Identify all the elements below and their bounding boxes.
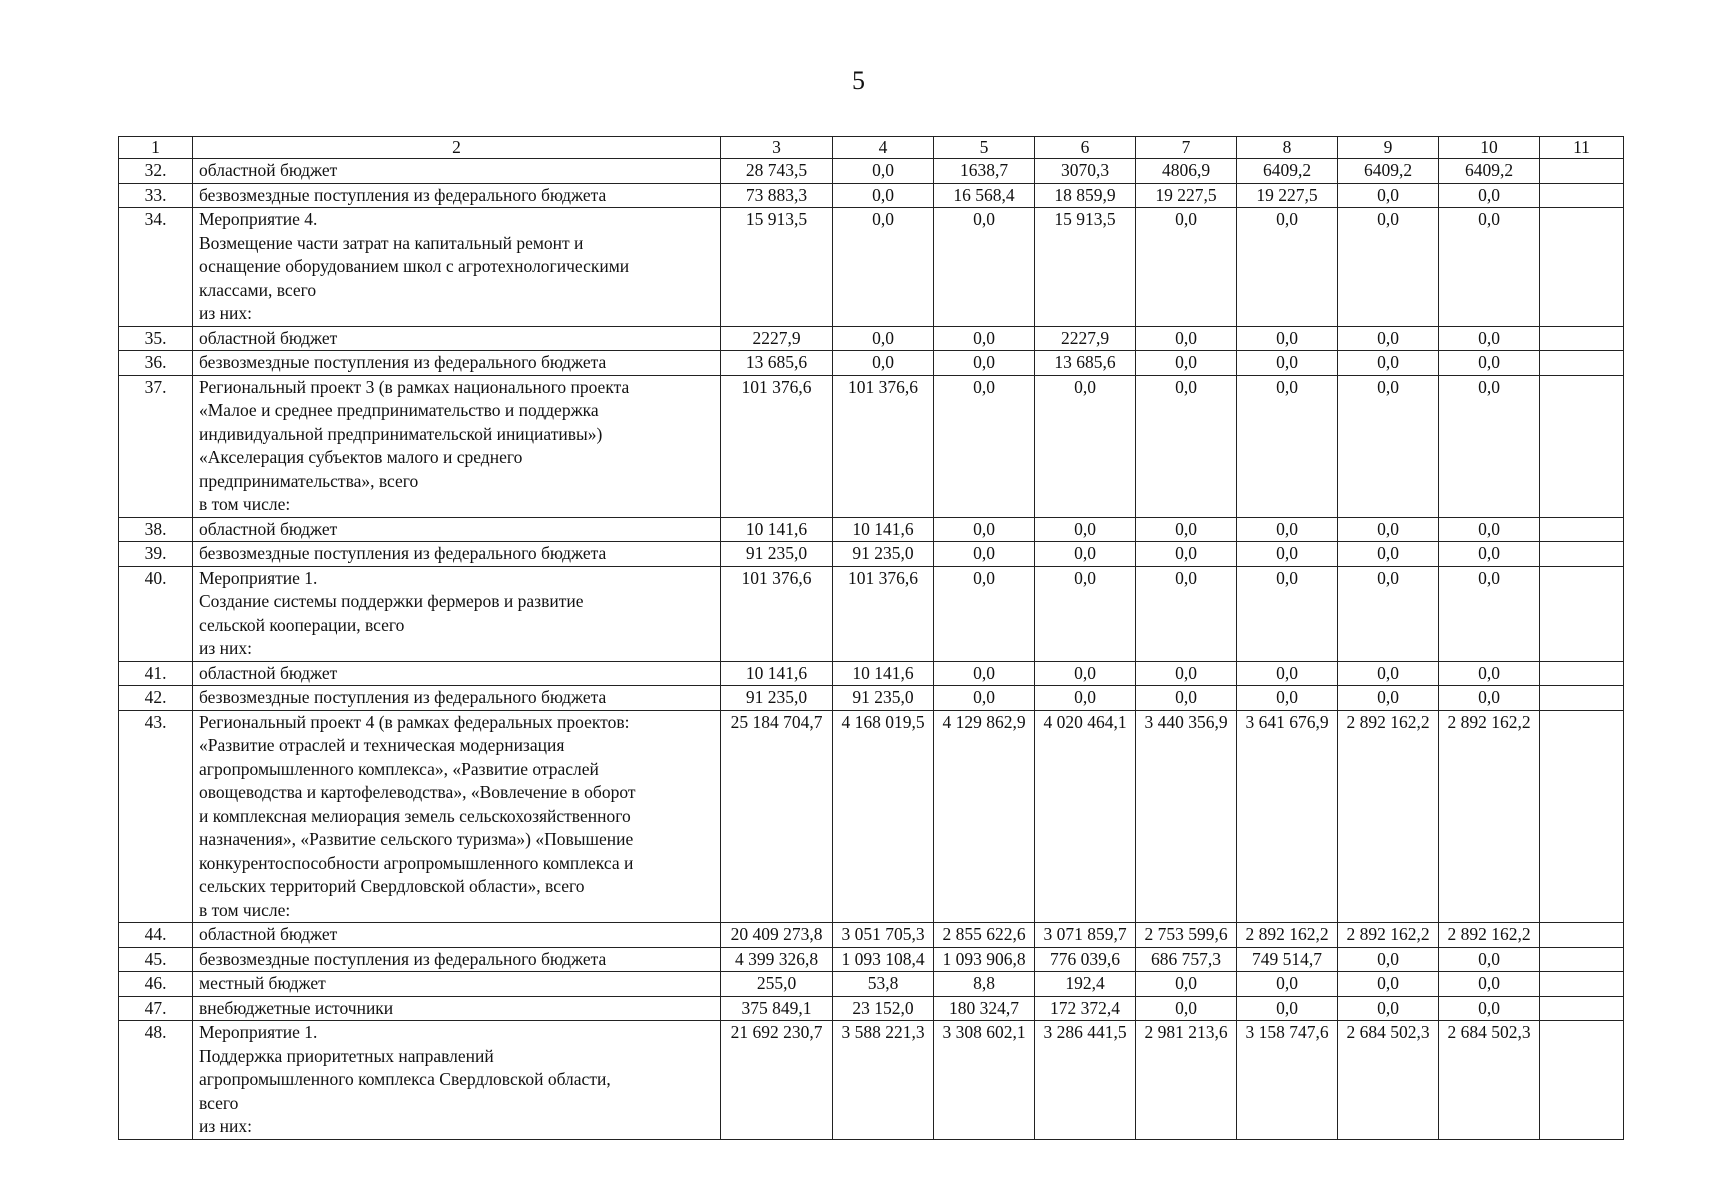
value-cell-col-6: 0,0 [1035,686,1136,711]
value-cell-col-5: 0,0 [934,517,1035,542]
value-cell-col-11 [1540,326,1624,351]
value-cell-col-10: 2 892 162,2 [1439,710,1540,923]
description-line: сельских территорий Свердловской области», всего [199,876,585,896]
value-cell-col-3: 91 235,0 [721,686,833,711]
row-number: 44. [119,923,193,948]
value-cell-col-5: 0,0 [934,208,1035,327]
value-cell-col-11 [1540,661,1624,686]
value-cell-col-10: 0,0 [1439,972,1540,997]
value-cell-col-8: 0,0 [1237,326,1338,351]
value-cell-col-3: 10 141,6 [721,517,833,542]
value-cell-col-6: 192,4 [1035,972,1136,997]
value-cell-col-4: 101 376,6 [833,375,934,517]
value-cell-col-7: 0,0 [1136,326,1237,351]
description-line: из них: [199,303,252,323]
table-row [119,159,1624,184]
value-cell-col-7: 0,0 [1136,351,1237,376]
value-cell-col-7: 2 753 599,6 [1136,923,1237,948]
description-line: из них: [199,1116,252,1136]
value-cell-col-9: 6409,2 [1338,159,1439,184]
description-line: Поддержка приоритетных направлений [199,1045,494,1066]
description-line: областной бюджет [199,327,338,348]
row-description [193,183,721,208]
table-row [119,710,1624,923]
value-cell-col-5: 3 308 602,1 [934,1021,1035,1140]
description-line: Мероприятие 1. [199,1022,318,1042]
value-cell-col-3: 25 184 704,7 [721,710,833,923]
row-number: 33. [119,183,193,208]
table-row [119,686,1624,711]
description-line: конкурентоспособности агропромышленного комплекса и [199,852,634,873]
value-cell-col-11 [1540,947,1624,972]
description-line: безвозмездные поступления из федерального бюджета [199,687,607,707]
header-cell-3: 3 [721,137,833,159]
value-cell-col-3: 91 235,0 [721,542,833,567]
value-cell-col-7: 686 757,3 [1136,947,1237,972]
value-cell-col-10: 0,0 [1439,542,1540,567]
value-cell-col-9: 0,0 [1338,517,1439,542]
row-description [193,326,721,351]
value-cell-col-5: 0,0 [934,661,1035,686]
value-cell-col-11 [1540,351,1624,376]
description-line: оснащение оборудованием школ с агротехнологическими [199,256,630,276]
row-number: 45. [119,947,193,972]
value-cell-col-4: 91 235,0 [833,542,934,567]
row-number: 48. [119,1021,193,1140]
value-cell-col-6: 0,0 [1035,517,1136,542]
value-cell-col-11 [1540,542,1624,567]
value-cell-col-5: 1638,7 [934,159,1035,184]
description-line: индивидуальной предпринимательской инициативы») [199,423,603,444]
description-line: предпринимательства», всего [199,470,419,491]
value-cell-col-4: 0,0 [833,183,934,208]
value-cell-col-10: 0,0 [1439,661,1540,686]
value-cell-col-8: 0,0 [1237,661,1338,686]
value-cell-col-10: 0,0 [1439,947,1540,972]
description-line: агропромышленного комплекса Свердловской области, [199,1069,611,1089]
value-cell-col-7: 0,0 [1136,996,1237,1021]
value-cell-col-9: 2 892 162,2 [1338,923,1439,948]
description-line: Возмещение части затрат на капитальный ремонт и [199,232,584,253]
row-number: 32. [119,159,193,184]
value-cell-col-6: 776 039,6 [1035,947,1136,972]
value-cell-col-4: 101 376,6 [833,566,934,661]
value-cell-col-10: 0,0 [1439,326,1540,351]
value-cell-col-9: 0,0 [1338,542,1439,567]
description-line: областной бюджет [199,662,338,683]
value-cell-col-3: 15 913,5 [721,208,833,327]
value-cell-col-5: 4 129 862,9 [934,710,1035,923]
value-cell-col-11 [1540,566,1624,661]
value-cell-col-6: 0,0 [1035,375,1136,517]
value-cell-col-3: 2227,9 [721,326,833,351]
value-cell-col-3: 101 376,6 [721,566,833,661]
value-cell-col-9: 0,0 [1338,326,1439,351]
row-description [193,159,721,184]
description-line: овощеводства и картофелеводства», «Вовлечение в оборот [199,782,636,802]
description-line: местный бюджет [199,973,326,993]
row-number: 34. [119,208,193,327]
description-line: агропромышленного комплекса», «Развитие отраслей [199,758,599,779]
description-line: Создание системы поддержки фермеров и развитие [199,591,584,611]
value-cell-col-8: 0,0 [1237,351,1338,376]
value-cell-col-10: 0,0 [1439,566,1540,661]
value-cell-col-11 [1540,375,1624,517]
value-cell-col-7: 0,0 [1136,661,1237,686]
value-cell-col-8: 0,0 [1237,972,1338,997]
description-line: Региональный проект 4 (в рамках федеральных проектов: [199,711,630,732]
header-cell-9: 9 [1338,137,1439,159]
value-cell-col-5: 0,0 [934,375,1035,517]
value-cell-col-11 [1540,923,1624,948]
value-cell-col-6: 0,0 [1035,542,1136,567]
value-cell-col-6: 172 372,4 [1035,996,1136,1021]
row-number: 46. [119,972,193,997]
value-cell-col-9: 2 892 162,2 [1338,710,1439,923]
value-cell-col-3: 101 376,6 [721,375,833,517]
description-line: безвозмездные поступления из федерального бюджета [199,184,607,205]
row-number: 35. [119,326,193,351]
value-cell-col-7: 0,0 [1136,972,1237,997]
description-line: внебюджетные источники [199,997,394,1018]
value-cell-col-5: 16 568,4 [934,183,1035,208]
value-cell-col-9: 2 684 502,3 [1338,1021,1439,1140]
description-line: «Развитие отраслей и техническая модернизация [199,735,565,755]
row-description [193,710,721,923]
row-description [193,972,721,997]
description-line: безвозмездные поступления из федерального бюджета [199,543,607,563]
row-description [193,375,721,517]
value-cell-col-7: 0,0 [1136,517,1237,542]
value-cell-col-11 [1540,686,1624,711]
value-cell-col-3: 10 141,6 [721,661,833,686]
value-cell-col-10: 2 892 162,2 [1439,923,1540,948]
row-description [193,517,721,542]
header-cell-10: 10 [1439,137,1540,159]
value-cell-col-5: 0,0 [934,542,1035,567]
value-cell-col-9: 0,0 [1338,947,1439,972]
description-line: всего [199,1092,239,1113]
table-row [119,996,1624,1021]
description-line: Мероприятие 4. [199,209,318,229]
value-cell-col-5: 0,0 [934,351,1035,376]
value-cell-col-11 [1540,517,1624,542]
value-cell-col-11 [1540,208,1624,327]
table-body [119,159,1624,1140]
header-cell-1: 1 [119,137,193,159]
value-cell-col-9: 0,0 [1338,996,1439,1021]
value-cell-col-7: 0,0 [1136,542,1237,567]
header-cell-2: 2 [193,137,721,159]
value-cell-col-3: 73 883,3 [721,183,833,208]
value-cell-col-8: 0,0 [1237,686,1338,711]
description-line: классами, всего [199,279,317,300]
value-cell-col-6: 13 685,6 [1035,351,1136,376]
table-row [119,351,1624,376]
value-cell-col-5: 0,0 [934,326,1035,351]
value-cell-col-10: 6409,2 [1439,159,1540,184]
row-description [193,566,721,661]
row-number: 40. [119,566,193,661]
value-cell-col-7: 3 440 356,9 [1136,710,1237,923]
value-cell-col-5: 2 855 622,6 [934,923,1035,948]
budget-table [118,136,1624,1140]
value-cell-col-3: 20 409 273,8 [721,923,833,948]
row-description [193,686,721,711]
value-cell-col-5: 0,0 [934,686,1035,711]
description-line: областной бюджет [199,924,338,944]
table-row [119,661,1624,686]
value-cell-col-9: 0,0 [1338,208,1439,327]
value-cell-col-8: 0,0 [1237,996,1338,1021]
table-row [119,972,1624,997]
value-cell-col-10: 2 684 502,3 [1439,1021,1540,1140]
table-row [119,947,1624,972]
value-cell-col-11 [1540,183,1624,208]
description-line: в том числе: [199,494,291,514]
value-cell-col-10: 0,0 [1439,183,1540,208]
value-cell-col-3: 28 743,5 [721,159,833,184]
value-cell-col-6: 3070,3 [1035,159,1136,184]
description-line: Мероприятие 1. [199,567,318,588]
value-cell-col-4: 0,0 [833,326,934,351]
description-line: безвозмездные поступления из федерального бюджета [199,352,607,372]
description-line: «Акселерация субъектов малого и среднего [199,447,523,467]
header-cell-6: 6 [1035,137,1136,159]
row-description [193,923,721,948]
description-line: областной бюджет [199,518,338,539]
value-cell-col-9: 0,0 [1338,183,1439,208]
description-line: и комплексная мелиорация земель сельскохозяйственного [199,805,631,826]
table-row [119,542,1624,567]
value-cell-col-6: 15 913,5 [1035,208,1136,327]
row-description [193,996,721,1021]
value-cell-col-10: 0,0 [1439,375,1540,517]
table-row [119,517,1624,542]
row-description [193,947,721,972]
value-cell-col-4: 3 051 705,3 [833,923,934,948]
value-cell-col-7: 0,0 [1136,208,1237,327]
value-cell-col-9: 0,0 [1338,661,1439,686]
value-cell-col-11 [1540,1021,1624,1140]
value-cell-col-4: 3 588 221,3 [833,1021,934,1140]
header-cell-5: 5 [934,137,1035,159]
value-cell-col-4: 10 141,6 [833,661,934,686]
value-cell-col-11 [1540,996,1624,1021]
value-cell-col-4: 4 168 019,5 [833,710,934,923]
header-cell-11: 11 [1540,137,1624,159]
value-cell-col-4: 10 141,6 [833,517,934,542]
value-cell-col-3: 4 399 326,8 [721,947,833,972]
header-cell-7: 7 [1136,137,1237,159]
value-cell-col-7: 4806,9 [1136,159,1237,184]
table-row [119,1021,1624,1140]
value-cell-col-8: 2 892 162,2 [1237,923,1338,948]
value-cell-col-5: 0,0 [934,566,1035,661]
value-cell-col-4: 53,8 [833,972,934,997]
value-cell-col-4: 1 093 108,4 [833,947,934,972]
row-description [193,542,721,567]
value-cell-col-7: 0,0 [1136,566,1237,661]
row-number: 38. [119,517,193,542]
value-cell-col-8: 0,0 [1237,208,1338,327]
value-cell-col-6: 0,0 [1035,566,1136,661]
table-row [119,566,1624,661]
row-number: 37. [119,375,193,517]
value-cell-col-3: 21 692 230,7 [721,1021,833,1140]
value-cell-col-11 [1540,710,1624,923]
description-line: «Малое и среднее предпринимательство и поддержка [199,400,599,420]
value-cell-col-4: 0,0 [833,351,934,376]
value-cell-col-11 [1540,972,1624,997]
value-cell-col-8: 749 514,7 [1237,947,1338,972]
description-line: Региональный проект 3 (в рамках национального проекта [199,376,630,397]
value-cell-col-10: 0,0 [1439,996,1540,1021]
value-cell-col-9: 0,0 [1338,566,1439,661]
value-cell-col-6: 18 859,9 [1035,183,1136,208]
value-cell-col-8: 0,0 [1237,542,1338,567]
description-line: безвозмездные поступления из федерального бюджета [199,948,607,969]
value-cell-col-9: 0,0 [1338,351,1439,376]
table-row [119,326,1624,351]
value-cell-col-8: 0,0 [1237,566,1338,661]
value-cell-col-10: 0,0 [1439,686,1540,711]
row-number: 42. [119,686,193,711]
row-number: 39. [119,542,193,567]
table-row [119,923,1624,948]
value-cell-col-6: 2227,9 [1035,326,1136,351]
value-cell-col-6: 0,0 [1035,661,1136,686]
description-line: из них: [199,638,252,658]
description-line: сельской кооперации, всего [199,614,405,635]
value-cell-col-3: 13 685,6 [721,351,833,376]
value-cell-col-8: 0,0 [1237,517,1338,542]
value-cell-col-3: 375 849,1 [721,996,833,1021]
row-description [193,208,721,327]
value-cell-col-4: 0,0 [833,208,934,327]
value-cell-col-4: 0,0 [833,159,934,184]
value-cell-col-9: 0,0 [1338,375,1439,517]
description-line: в том числе: [199,899,291,920]
description-line: областной бюджет [199,160,338,180]
value-cell-col-7: 0,0 [1136,375,1237,517]
value-cell-col-8: 3 158 747,6 [1237,1021,1338,1140]
value-cell-col-10: 0,0 [1439,517,1540,542]
value-cell-col-5: 1 093 906,8 [934,947,1035,972]
table-row [119,375,1624,517]
value-cell-col-3: 255,0 [721,972,833,997]
page-number: 5 [852,66,865,95]
row-number: 43. [119,710,193,923]
header-cell-4: 4 [833,137,934,159]
row-number: 41. [119,661,193,686]
value-cell-col-8: 0,0 [1237,375,1338,517]
row-number: 47. [119,996,193,1021]
value-cell-col-9: 0,0 [1338,972,1439,997]
value-cell-col-6: 3 071 859,7 [1035,923,1136,948]
value-cell-col-11 [1540,159,1624,184]
table-row [119,183,1624,208]
value-cell-col-10: 0,0 [1439,208,1540,327]
value-cell-col-8: 3 641 676,9 [1237,710,1338,923]
value-cell-col-7: 19 227,5 [1136,183,1237,208]
table-row [119,208,1624,327]
value-cell-col-6: 3 286 441,5 [1035,1021,1136,1140]
value-cell-col-10: 0,0 [1439,351,1540,376]
value-cell-col-5: 180 324,7 [934,996,1035,1021]
row-description [193,1021,721,1140]
value-cell-col-4: 91 235,0 [833,686,934,711]
row-number: 36. [119,351,193,376]
value-cell-col-6: 4 020 464,1 [1035,710,1136,923]
description-line: назначения», «Развитие сельского туризма») «Повышение [199,829,634,849]
value-cell-col-8: 6409,2 [1237,159,1338,184]
header-cell-8: 8 [1237,137,1338,159]
row-description [193,351,721,376]
value-cell-col-9: 0,0 [1338,686,1439,711]
value-cell-col-7: 2 981 213,6 [1136,1021,1237,1140]
value-cell-col-8: 19 227,5 [1237,183,1338,208]
value-cell-col-5: 8,8 [934,972,1035,997]
header-row [119,137,1624,159]
row-description [193,661,721,686]
value-cell-col-4: 23 152,0 [833,996,934,1021]
value-cell-col-7: 0,0 [1136,686,1237,711]
